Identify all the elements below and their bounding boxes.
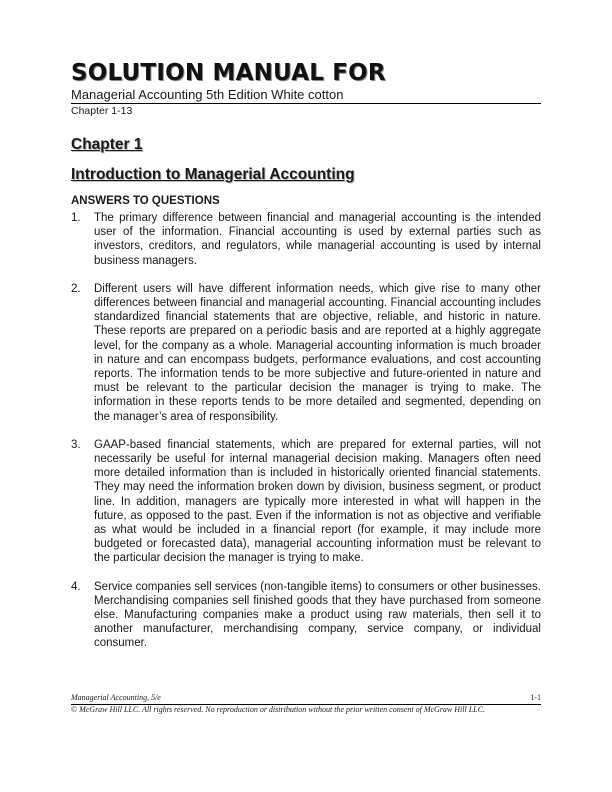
footer-page-number: 1-1 bbox=[530, 693, 541, 702]
answer-item bbox=[71, 438, 541, 566]
answer-text: Different users will have different information needs, which give rise to many other differences between financial and managerial accounting. Financial accounting includes standardized financial statements that are objective, reliable, and historic in nature. These reports are prepared on a periodic basis and are reported at a highly aggregate level, for the company as a whole. Managerial accounting information is much broader in nature and can encompass budgets, performance evaluations, and cost accounting reports. The information tends to be more subjective and future-oriented in nature and must be relevant to the particular decision the manager is trying to make. The information in these reports tends to be more detailed and segmented, depending on the manager’s area of responsibility. bbox=[94, 282, 541, 423]
answer-item bbox=[71, 211, 541, 268]
footer-copyright: © McGraw Hill LLC. All rights reserved. No reproduction or distribution without the prior written consent of McGraw Hill LLC. bbox=[71, 705, 485, 714]
answer-item bbox=[71, 580, 541, 651]
answer-number: 1. bbox=[71, 212, 81, 224]
answer-number: 4. bbox=[71, 580, 81, 593]
answers-list bbox=[71, 211, 541, 665]
answer-number: 2. bbox=[71, 282, 81, 295]
answer-item bbox=[71, 282, 541, 424]
header-divider bbox=[71, 103, 541, 104]
chapter-title: Introduction to Managerial Accounting bbox=[71, 166, 355, 183]
answer-text: GAAP-based financial statements, which are prepared for external parties, will not necessarily be useful for internal managerial decision making. Managers often need more detailed information than is included in historically oriented financial statements. They may need the information broken down by division, business segment, or product line. In addition, managers are typically more interested in what will happen in the future, as opposed to the past. Even if the information is not as objective and verifiable as what would be included in a financial report (for example, it may include more budgeted or forecasted data), managerial accounting information must be relevant to the particular decision the manager is trying to make. bbox=[94, 438, 541, 565]
book-subtitle: Managerial Accounting 5th Edition White cotton bbox=[71, 87, 344, 102]
solution-manual-title: SOLUTION MANUAL FOR bbox=[71, 60, 386, 86]
answers-section-heading: ANSWERS TO QUESTIONS bbox=[71, 195, 220, 207]
footer-book-title: Managerial Accounting, 5/e bbox=[71, 693, 161, 702]
answer-text: Service companies sell services (non-tangible items) to consumers or other businesses. Merchandising companies sell finished goods that they have purchased from someone else. Manufacturing companies make a product using raw materials, then sell it to another manufacturer, merchandising company, service company, or individual consumer. bbox=[94, 580, 541, 650]
chapter-heading: Chapter 1 bbox=[71, 136, 143, 153]
answer-number: 3. bbox=[71, 438, 81, 451]
chapter-range: Chapter 1-13 bbox=[71, 105, 133, 117]
answer-text: The primary difference between financial and managerial accounting is the intended user of the information. Financial accounting is used by external parties such as investors, creditors, and regulators, while managerial accounting is used by internal business managers. bbox=[94, 212, 541, 267]
